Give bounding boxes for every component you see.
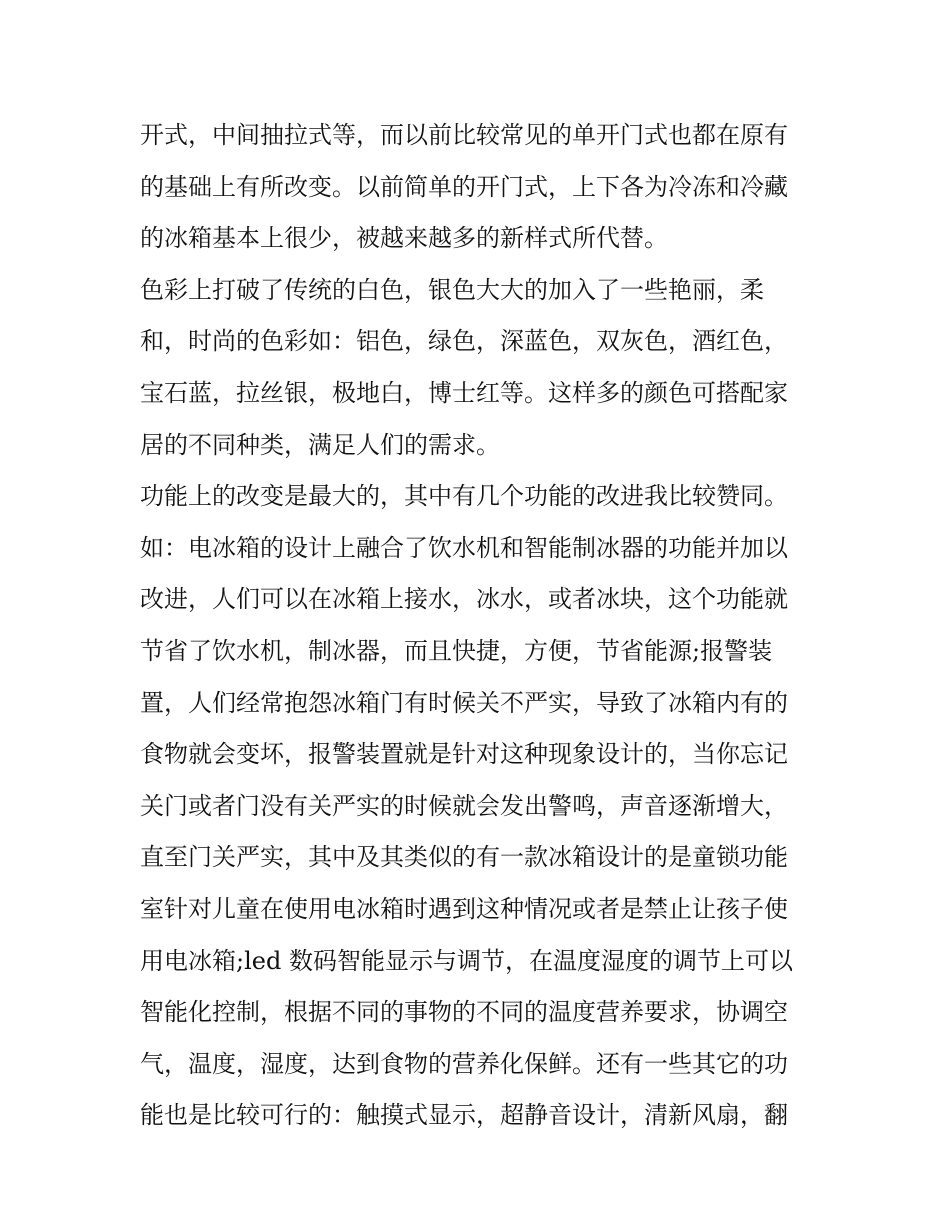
text-line: 置，人们经常抱怨冰箱门有时候关不严实，导致了冰箱内有的 <box>140 688 788 717</box>
text-line: 能也是比较可行的：触摸式显示，超静音设计，清新风扇，翻 <box>140 1101 788 1130</box>
text-line: 用电冰箱;led 数码智能显示与调节，在温度湿度的调节上可以 <box>140 946 793 975</box>
text-line: 功能上的改变是最大的，其中有几个功能的改进我比较赞同。 <box>140 482 788 511</box>
body-text <box>140 110 830 1142</box>
text-line: 气，温度，湿度，达到食物的营养化保鲜。还有一些其它的功 <box>140 1049 788 1078</box>
text-line: 改进，人们可以在冰箱上接水，冰水，或者冰块，这个功能就 <box>140 585 788 614</box>
text-line: 宝石蓝，拉丝银，极地白，博士红等。这样多的颜色可搭配家 <box>140 378 788 407</box>
text-line: 居的不同种类，满足人们的需求。 <box>140 430 500 459</box>
text-line: 色彩上打破了传统的白色，银色大大的加入了一些艳丽，柔 <box>140 275 764 304</box>
text-line: 食物就会变坏，报警装置就是针对这种现象设计的，当你忘记 <box>140 740 788 769</box>
text-line: 开式，中间抽拉式等，而以前比较常见的单开门式也都在原有 <box>140 121 788 149</box>
text-line: 智能化控制，根据不同的事物的不同的温度营养要求，协调空 <box>140 998 788 1027</box>
text-line: 的基础上有所改变。以前简单的开门式，上下各为冷冻和冷藏 <box>140 172 788 201</box>
text-line: 室针对儿童在使用电冰箱时遇到这种情况或者是禁止让孩子使 <box>140 894 788 923</box>
text-line: 和，时尚的色彩如：铝色，绿色，深蓝色，双灰色，酒红色， <box>140 327 788 356</box>
text-line: 节省了饮水机，制冰器，而且快捷，方便，节省能源;报警装 <box>140 636 773 665</box>
text-line: 如：电冰箱的设计上融合了饮水机和智能制冰器的功能并加以 <box>140 533 788 562</box>
text-line: 的冰箱基本上很少，被越来越多的新样式所代替。 <box>140 224 668 253</box>
text-line: 直至门关严实，其中及其类似的有一款冰箱设计的是童锁功能 <box>140 843 788 872</box>
text-line: 关门或者门没有关严实的时候就会发出警鸣，声音逐渐增大， <box>140 791 788 820</box>
